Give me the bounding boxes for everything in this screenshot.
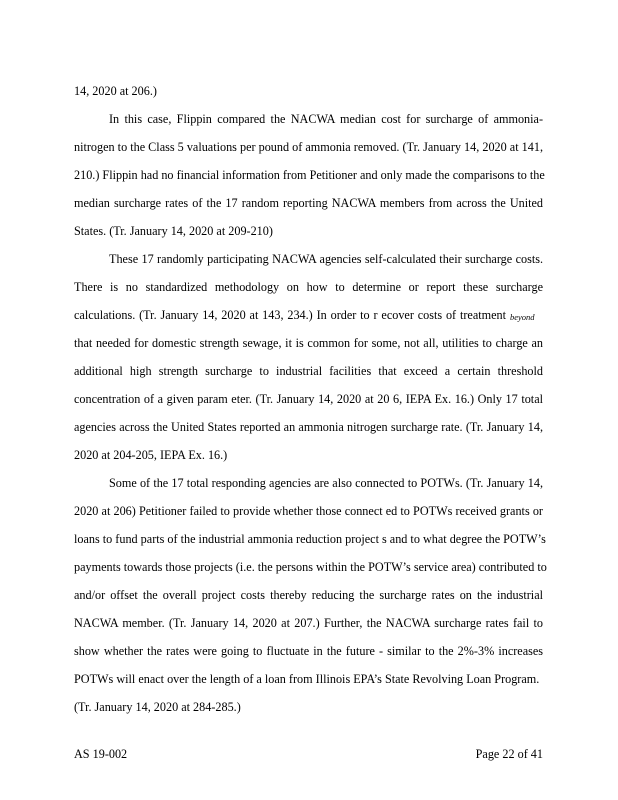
- paragraph-line: Some of the 17 total responding agencies are also connected to POTWs. (Tr. January 14,: [109, 476, 543, 490]
- paragraph-line: and/or offset the overall project costs thereby reducing the surcharge rates on the industrial: [74, 588, 543, 602]
- inserted-word: beyond: [510, 312, 535, 322]
- paragraph-line: show whether the rates were going to fluctuate in the future - similar to the 2%-3% increases: [74, 644, 543, 658]
- paragraph-line: nitrogen to the Class 5 valuations per pound of ammonia removed. (Tr. January 14, 2020 at 141,: [74, 140, 543, 154]
- footer-case-number: AS 19-002: [74, 747, 128, 761]
- paragraph-line: calculations. (Tr. January 14, 2020 at 143, 234.) In order to r ecover costs of treatment: [74, 308, 506, 322]
- footer-page-number: Page 22 of 41: [475, 747, 543, 761]
- paragraph-line: NACWA member. (Tr. January 14, 2020 at 207.) Further, the NACWA surcharge rates fail to: [74, 616, 543, 630]
- paragraph-line: loans to fund parts of the industrial ammonia reduction project s and to what degree the POTW’s: [74, 532, 546, 546]
- paragraph-line: concentration of a given param eter. (Tr. January 14, 2020 at 20 6, IEPA Ex. 16.) Only 17 total: [74, 392, 543, 406]
- paragraph-line: POTWs will enact over the length of a loan from Illinois EPA’s State Revolving Loan Program.: [74, 672, 540, 686]
- paragraph-line: that needed for domestic strength sewage, it is common for some, not all, utilities to charge an: [74, 336, 543, 350]
- paragraph-line: 2020 at 204-205, IEPA Ex. 16.): [74, 448, 228, 462]
- paragraph-line: 210.) Flippin had no financial information from Petitioner and only made the comparisons to the: [74, 168, 545, 182]
- paragraph-line: additional high strength surcharge to industrial facilities that exceed a certain threshold: [74, 364, 543, 378]
- paragraph-line: 14, 2020 at 206.): [74, 84, 157, 98]
- paragraph-line: In this case, Flippin compared the NACWA median cost for surcharge of ammonia-: [109, 112, 543, 126]
- paragraph-line: States. (Tr. January 14, 2020 at 209-210): [74, 224, 273, 238]
- paragraph-line: median surcharge rates of the 17 random reporting NACWA members from across the United: [74, 196, 543, 210]
- paragraph-line: (Tr. January 14, 2020 at 284-285.): [74, 700, 241, 714]
- paragraph-line: payments towards those projects (i.e. the persons within the POTW’s service area) contributed to: [74, 560, 547, 574]
- paragraph-line: agencies across the United States reported an ammonia nitrogen surcharge rate. (Tr. January 14,: [74, 420, 543, 434]
- paragraph-line: 2020 at 206) Petitioner failed to provide whether those connect ed to POTWs received grants or: [74, 504, 543, 518]
- paragraph-line: These 17 randomly participating NACWA agencies self-calculated their surcharge costs.: [109, 252, 543, 266]
- paragraph-line: There is no standardized methodology on how to determine or report these surcharge: [74, 280, 543, 294]
